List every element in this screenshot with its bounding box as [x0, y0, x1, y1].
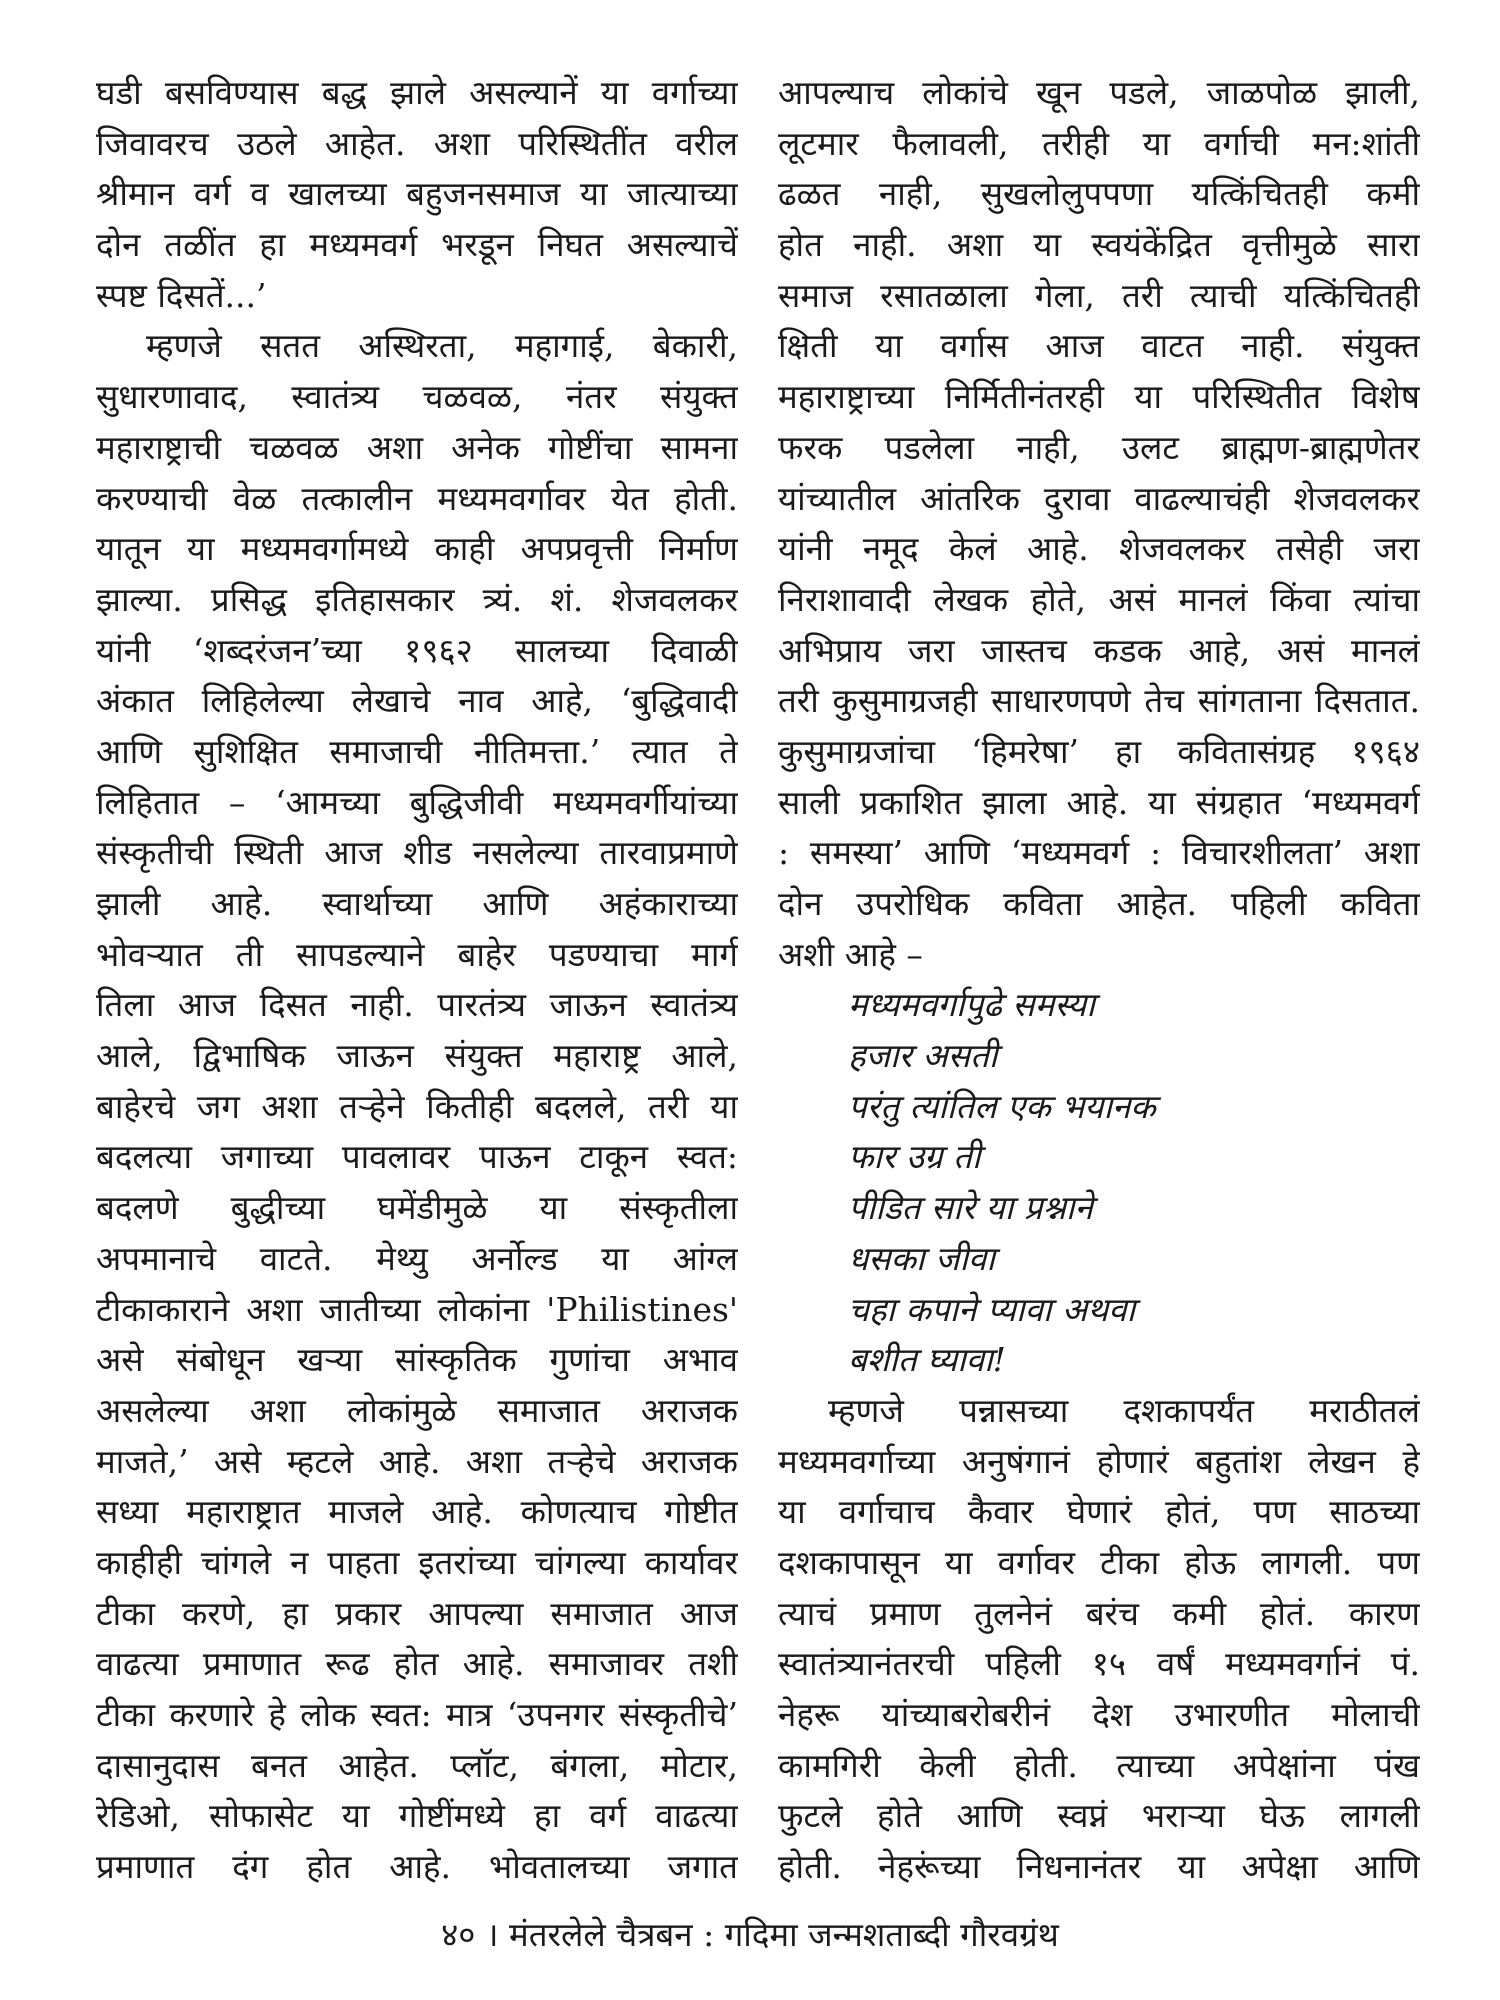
text-line: लिहितात – ‘आमच्या बुद्धिजीवी मध्यमवर्गीयांच्या	[96, 782, 738, 822]
text-line: कुसुमाग्रजांचा ‘हिमरेषा’ हा कवितासंग्रह १९६४	[778, 731, 1420, 771]
left-column	[96, 68, 738, 1893]
text-line: झाली आहे. स्वार्थाच्या आणि अहंकाराच्या	[96, 884, 738, 923]
text-line: तिला आज दिसत नाही. पारतंत्र्य जाऊन स्वातंत्र्य	[96, 985, 738, 1025]
text-line: अंकात लिहिलेल्या लेखाचे नाव आहे, ‘बुद्धिवादी	[96, 681, 738, 721]
text-line: स्पष्ट दिसतें...’	[96, 275, 267, 315]
text-line: ढळत नाही, सुखलोलुपपणा यत्किंचितही कमी	[778, 174, 1420, 214]
text-line: श्रीमान वर्ग व खालच्या बहुजनसमाज या जात्याच्या	[96, 174, 738, 214]
text-line: माजते,’ असे म्हटले आहे. अशा तऱ्हेचे अराजक	[96, 1441, 738, 1481]
text-line: संस्कृतीची स्थिती आज शीड नसलेल्या तारवाप्रमाणे	[96, 833, 738, 873]
poem-line: धसका जीवा	[848, 1238, 995, 1278]
text-line: फुटले होते आणि स्वप्नं भराऱ्या घेऊ लागली	[778, 1796, 1420, 1836]
right-column	[778, 68, 1420, 1893]
text-line: अभिप्राय जरा जास्तच कडक आहे, असं मानलं	[778, 630, 1420, 670]
text-line: लूटमार फैलावली, तरीही या वर्गाची मन:शांती	[778, 123, 1420, 163]
page-footer	[0, 1910, 1500, 1960]
text-line: फरक पडलेला नाही, उलट ब्राह्मण-ब्राह्मणेतर	[778, 427, 1420, 467]
text-line: तरी कुसुमाग्रजही साधारणपणे तेच सांगताना दिसतात.	[778, 681, 1420, 721]
text-line: दोन उपरोधिक कविता आहेत. पहिली कविता	[778, 884, 1420, 923]
footer-separator: ।	[485, 1915, 499, 1954]
poem-line: चहा कपाने प्यावा अथवा	[848, 1289, 1136, 1329]
text-line: स्वातंत्र्यानंतरची पहिली १५ वर्षं मध्यमवर्गानं पं.	[778, 1644, 1420, 1684]
book-title: मंतरलेले चैत्रबन : गदिमा जन्मशताब्दी गौरवग्रंथ	[508, 1915, 1059, 1954]
text-line: सुधारणावाद, स्वातंत्र्य चळवळ, नंतर संयुक्त	[96, 377, 738, 417]
text-line: असे संबोधून खऱ्या सांस्कृतिक गुणांचा अभाव	[96, 1340, 738, 1380]
text-line: त्याचं प्रमाण तुलनेनं बरंच कमी होतं. कारण	[778, 1593, 1420, 1633]
text-line: दासानुदास बनत आहेत. प्लॉट, बंगला, मोटार,	[96, 1745, 738, 1785]
text-line: झाल्या. प्रसिद्ध इतिहासकार त्र्यं. शं. शेजवलकर	[96, 579, 738, 619]
text-line: जिवावरच उठले आहेत. अशा परिस्थितींत वरील	[96, 123, 738, 163]
text-line: मध्यमवर्गाच्या अनुषंगानं होणारं बहुतांश लेखन हे	[778, 1441, 1420, 1481]
text-line: घडी बसविण्यास बद्ध झाले असल्यानें या वर्गाच्या	[96, 73, 738, 112]
poem-line: पीडित सारे या प्रश्नाने	[848, 1188, 1093, 1228]
text-line: होती. नेहरूंच्या निधनानंतर या अपेक्षा आणि	[778, 1847, 1420, 1887]
text-line: : समस्या’ आणि ‘मध्यमवर्ग : विचारशीलता’ अशा	[778, 833, 1420, 873]
text-line: क्षिती या वर्गास आज वाटत नाही. संयुक्त	[778, 326, 1420, 366]
text-line: अपमानाचे वाटते. मेथ्यु अर्नोल्ड या आंग्ल	[96, 1238, 738, 1278]
text-line: यांच्यातील आंतरिक दुरावा वाढल्याचंही शेजवलकर	[778, 478, 1420, 518]
text-line: रेडिओ, सोफासेट या गोष्टींमध्ये हा वर्ग वाढत्या	[96, 1796, 738, 1836]
text-line: यांनी ‘शब्दरंजन’च्या १९६२ सालच्या दिवाळी	[96, 630, 738, 670]
text-line: समाज रसातळाला गेला, तरी त्याची यत्किंचितही	[778, 275, 1420, 315]
text-line: आणि सुशिक्षित समाजाची नीतिमत्ता.’ त्यात ते	[96, 731, 738, 771]
text-line: सध्या महाराष्ट्रात माजले आहे. कोणत्याच गोष्टीत	[96, 1492, 738, 1532]
text-line: वाढत्या प्रमाणात रूढ होत आहे. समाजावर तशी	[96, 1644, 738, 1684]
text-line: या वर्गाचाच कैवार घेणारं होतं, पण साठच्या	[778, 1492, 1420, 1532]
poem-line: परंतु त्यांतिल एक भयानक	[848, 1086, 1156, 1126]
poem-line: बशीत घ्यावा!	[848, 1340, 1006, 1380]
text-line: महाराष्ट्राची चळवळ अशा अनेक गोष्टींचा सामना	[96, 427, 738, 467]
text-line: नेहरू यांच्याबरोबरीनं देश उभारणीत मोलाची	[778, 1695, 1420, 1734]
text-line: करण्याची वेळ तत्कालीन मध्यमवर्गावर येत होती.	[96, 478, 738, 518]
poem-line: हजार असती	[848, 1036, 998, 1076]
text-line: काहीही चांगले न पाहता इतरांच्या चांगल्या कार्यावर	[96, 1542, 738, 1582]
text-line: असलेल्या अशा लोकांमुळे समाजात अराजक	[96, 1390, 738, 1430]
text-line: टीकाकाराने अशा जातीच्या लोकांना 'Philistines'	[96, 1289, 738, 1329]
text-line: टीका करणे, हा प्रकार आपल्या समाजात आज	[96, 1593, 738, 1633]
text-line: म्हणजे पन्नासच्या दशकापर्यंत मराठीतलं	[828, 1390, 1420, 1430]
poem-line: मध्यमवर्गापुढे समस्या	[848, 985, 1095, 1025]
text-line: आले, द्विभाषिक जाऊन संयुक्त महाराष्ट्र आले,	[96, 1036, 738, 1076]
text-line: निराशावादी लेखक होते, असं मानलं किंवा त्यांचा	[778, 579, 1420, 619]
text-line: टीका करणारे हे लोक स्वत: मात्र ‘उपनगर संस्कृतीचे’	[96, 1695, 738, 1734]
text-line: साली प्रकाशित झाला आहे. या संग्रहात ‘मध्यमवर्ग	[778, 782, 1420, 822]
text-line: बदलत्या जगाच्या पावलावर पाऊन टाकून स्वत:	[96, 1137, 738, 1177]
poem-line: फार उग्र ती	[848, 1137, 981, 1177]
text-line: अशी आहे –	[778, 934, 923, 974]
text-line: आपल्याच लोकांचे खून पडले, जाळपोळ झाली,	[778, 73, 1420, 112]
text-line: भोवऱ्यात ती सापडल्याने बाहेर पडण्याचा मार्ग	[96, 934, 738, 974]
text-line: महाराष्ट्राच्या निर्मितीनंतरही या परिस्थितीत विशेष	[778, 377, 1420, 417]
text-line: म्हणजे सतत अस्थिरता, महागाई, बेकारी,	[146, 326, 738, 366]
text-line: बदलणे बुद्धीच्या घमेंडीमुळे या संस्कृतीला	[96, 1188, 738, 1228]
page-number: ४०	[441, 1915, 476, 1954]
text-line: कामगिरी केली होती. त्याच्या अपेक्षांना पंख	[778, 1745, 1420, 1785]
text-line: यांनी नमूद केलं आहे. शेजवलकर तसेही जरा	[778, 529, 1420, 569]
text-line: यातून या मध्यमवर्गामध्ये काही अपप्रवृत्ती निर्माण	[96, 529, 738, 569]
text-line: प्रमाणात दंग होत आहे. भोवतालच्या जगात	[96, 1847, 738, 1887]
text-line: दोन तळींत हा मध्यमवर्ग भरडून निघत असल्याचें	[96, 225, 738, 265]
text-line: बाहेरचे जग अशा तऱ्हेने कितीही बदलले, तरी या	[96, 1086, 738, 1126]
text-line: दशकापासून या वर्गावर टीका होऊ लागली. पण	[778, 1542, 1420, 1582]
text-line: होत नाही. अशा या स्वयंकेंद्रित वृत्तीमुळे सारा	[778, 225, 1420, 265]
